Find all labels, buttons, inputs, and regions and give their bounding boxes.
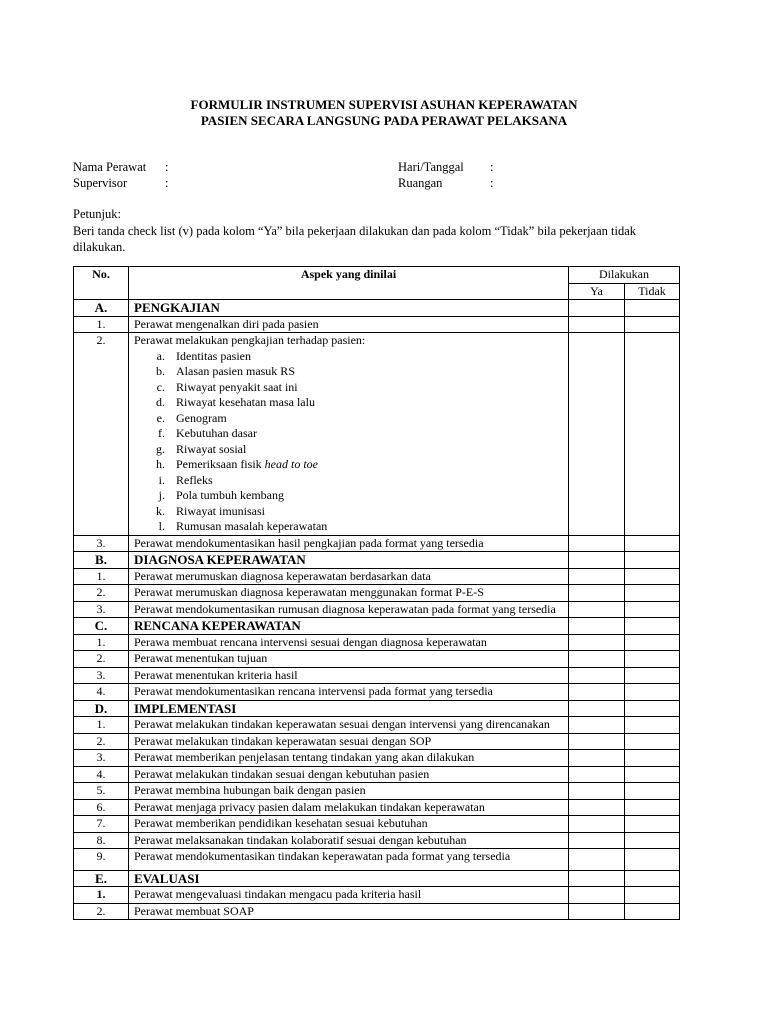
section-label: PENGKAJIAN xyxy=(129,300,569,317)
sub-item-label: Riwayat sosial xyxy=(176,441,247,456)
sub-item-letter: e. xyxy=(156,410,165,425)
check-cell-tidak[interactable] xyxy=(625,750,680,767)
item-no: 1. xyxy=(74,717,129,734)
form-title-line2: PASIEN SECARA LANGSUNG PADA PERAWAT PELAKSANA xyxy=(200,113,568,128)
header-tidak: Tidak xyxy=(625,283,680,300)
sub-item xyxy=(134,473,563,489)
sub-item xyxy=(134,488,563,504)
check-cell-ya[interactable] xyxy=(569,535,625,552)
check-cell-ya[interactable] xyxy=(569,601,625,618)
table-header-row xyxy=(74,267,680,284)
check-cell-tidak[interactable] xyxy=(625,816,680,833)
table-row xyxy=(74,832,680,849)
sub-item-text xyxy=(176,442,563,458)
sub-item-label: Genogram xyxy=(176,410,227,425)
table-row xyxy=(74,766,680,783)
item-text: Perawat mengevaluasi tindakan mengacu pada kriteria hasil xyxy=(129,887,569,904)
check-cell-tidak[interactable] xyxy=(625,870,680,887)
supervision-table xyxy=(73,266,680,920)
colon: : xyxy=(165,160,169,174)
table-row xyxy=(74,903,680,920)
item-text: Perawat memberikan penjelasan tentang tindakan yang akan dilakukan xyxy=(129,750,569,767)
item-text: Perawat melakukan tindakan sesuai dengan kebutuhan pasien xyxy=(129,766,569,783)
check-cell-ya[interactable] xyxy=(569,300,625,317)
sub-item-label: Riwayat penyakit saat ini xyxy=(176,379,298,394)
sub-item-label: Refleks xyxy=(176,472,213,487)
item-no: 2. xyxy=(74,651,129,668)
check-cell-ya[interactable] xyxy=(569,750,625,767)
item-text: Perawat menentukan kriteria hasil xyxy=(129,667,569,684)
sub-item-label: Identitas pasien xyxy=(176,348,251,363)
check-cell-tidak[interactable] xyxy=(625,535,680,552)
sub-item-letter: g. xyxy=(156,441,165,456)
sub-item-text xyxy=(176,380,563,396)
item-no: 2. xyxy=(74,585,129,602)
sub-item-text xyxy=(176,395,563,411)
table-row xyxy=(74,585,680,602)
section-no: D. xyxy=(74,700,129,717)
check-cell-ya[interactable] xyxy=(569,870,625,887)
table-row xyxy=(74,634,680,651)
table-row xyxy=(74,816,680,833)
section-row xyxy=(74,552,680,569)
item-text: Perawat melakukan tindakan keperawatan sesuai dengan intervensi yang direncanakan xyxy=(129,717,569,734)
sub-item-label: Pemeriksaan fisik xyxy=(176,457,265,471)
sub-item xyxy=(134,349,563,365)
check-cell-ya[interactable] xyxy=(569,903,625,920)
item-no: 5. xyxy=(74,783,129,800)
item-text: Perawat menjaga privacy pasien dalam melakukan tindakan keperawatan xyxy=(129,799,569,816)
section-no: A. xyxy=(74,300,129,317)
check-cell-tidak[interactable] xyxy=(625,733,680,750)
item-no: 3. xyxy=(74,667,129,684)
sub-item xyxy=(134,457,563,473)
table-row xyxy=(74,684,680,701)
sub-item-italic: head to toe xyxy=(264,457,318,471)
check-cell-tidak[interactable] xyxy=(625,667,680,684)
item-text: Perawat merumuskan diagnosa keperawatan menggunakan format P-E-S xyxy=(129,585,569,602)
item-text-with-sublist xyxy=(129,333,569,536)
item-text: Perawa membuat rencana intervensi sesuai dengan diagnosa keperawatan xyxy=(129,634,569,651)
sub-item-label: Alasan pasien masuk RS xyxy=(176,364,295,378)
table-row xyxy=(74,601,680,618)
form-title-line1: FORMULIR INSTRUMEN SUPERVISI ASUHAN KEPERAWATAN xyxy=(190,97,578,112)
sub-item xyxy=(134,411,563,427)
sub-item-text xyxy=(176,411,563,427)
header-dilakukan: Dilakukan xyxy=(569,267,680,284)
item-no: 8. xyxy=(74,832,129,849)
sub-item-text xyxy=(176,488,563,504)
section-label: RENCANA KEPERAWATAN xyxy=(129,618,569,635)
check-cell-tidak[interactable] xyxy=(625,832,680,849)
sub-item-label: Riwayat imunisasi xyxy=(176,503,265,518)
sub-item-letter: i. xyxy=(158,472,165,487)
table-row xyxy=(74,887,680,904)
item-text: Perawat melakukan pengkajian terhadap pasien: xyxy=(134,333,366,347)
header-ya: Ya xyxy=(569,283,625,300)
instructions-text: Beri tanda check list (v) pada kolom “Ya” bila pekerjaan dilakukan dan pada kolom “Tidak” bila pekerjaan tidak dilakukan. xyxy=(73,223,637,254)
item-no: 4. xyxy=(74,766,129,783)
check-cell-tidak[interactable] xyxy=(625,717,680,734)
sub-item xyxy=(134,504,563,520)
item-text: Perawat melaksanakan tindakan kolaboratif sesuai dengan kebutuhan xyxy=(129,832,569,849)
check-cell-ya[interactable] xyxy=(569,766,625,783)
section-row xyxy=(74,700,680,717)
section-row xyxy=(74,618,680,635)
table-row xyxy=(74,733,680,750)
item-no: 1. xyxy=(74,634,129,651)
form-title xyxy=(0,97,768,129)
item-no: 4. xyxy=(74,684,129,701)
table-row xyxy=(74,316,680,333)
check-cell-tidak[interactable] xyxy=(625,783,680,800)
check-cell-tidak[interactable] xyxy=(625,651,680,668)
sub-item-text xyxy=(176,364,563,380)
check-cell-tidak[interactable] xyxy=(625,601,680,618)
header-aspek: Aspek yang dinilai xyxy=(129,267,569,300)
table-row xyxy=(74,667,680,684)
item-no: 9. xyxy=(74,849,129,871)
item-no: 1. xyxy=(74,887,129,904)
sub-item-letter: d. xyxy=(156,395,165,409)
check-cell-ya[interactable] xyxy=(569,568,625,585)
section-label: IMPLEMENTASI xyxy=(129,700,569,717)
check-cell-tidak[interactable] xyxy=(625,316,680,333)
check-cell-tidak[interactable] xyxy=(625,333,680,536)
check-cell-tidak[interactable] xyxy=(625,700,680,717)
instructions xyxy=(73,206,688,256)
check-cell-ya[interactable] xyxy=(569,783,625,800)
check-cell-tidak[interactable] xyxy=(625,849,680,871)
table-row xyxy=(74,535,680,552)
label-ruangan: Ruangan xyxy=(398,176,443,190)
check-cell-tidak[interactable] xyxy=(625,887,680,904)
item-no: 7. xyxy=(74,816,129,833)
item-text: Perawat mengenalkan diri pada pasien xyxy=(129,316,569,333)
check-cell-ya[interactable] xyxy=(569,717,625,734)
section-no: B. xyxy=(74,552,129,569)
check-cell-ya[interactable] xyxy=(569,684,625,701)
check-cell-ya[interactable] xyxy=(569,733,625,750)
item-text: Perawat membuat SOAP xyxy=(129,903,569,920)
table-row xyxy=(74,849,680,871)
item-text: Perawat merumuskan diagnosa keperawatan berdasarkan data xyxy=(129,568,569,585)
table-row xyxy=(74,568,680,585)
sub-item-letter: l. xyxy=(158,519,165,533)
item-text: Perawat mendokumentasikan rumusan diagnosa keperawatan pada format yang tersedia xyxy=(129,601,569,618)
item-text: Perawat mendokumentasikan rencana intervensi pada format yang tersedia xyxy=(129,684,569,701)
check-cell-tidak[interactable] xyxy=(625,585,680,602)
sub-item-letter: a. xyxy=(156,348,165,363)
item-text: Perawat membina hubungan baik dengan pasien xyxy=(129,783,569,800)
sub-item-letter: j. xyxy=(158,488,165,502)
check-cell-ya[interactable] xyxy=(569,887,625,904)
sub-item-list xyxy=(134,349,563,535)
check-cell-ya[interactable] xyxy=(569,667,625,684)
label-supervisor: Supervisor xyxy=(73,176,128,190)
item-text: Perawat memberikan pendidikan kesehatan sesuai kebutuhan xyxy=(129,816,569,833)
sub-item-letter: f. xyxy=(158,426,165,440)
sub-item-label: Kebutuhan dasar xyxy=(176,426,257,440)
item-no: 1. xyxy=(74,316,129,333)
check-cell-tidak[interactable] xyxy=(625,684,680,701)
instructions-heading: Petunjuk: xyxy=(73,207,121,221)
sub-item-label: Rumusan masalah keperawatan xyxy=(176,519,328,533)
item-text: Perawat menentukan tujuan xyxy=(129,651,569,668)
colon: : xyxy=(165,176,169,190)
check-cell-tidak[interactable] xyxy=(625,634,680,651)
item-no: 3. xyxy=(74,750,129,767)
sub-item-text xyxy=(176,349,563,365)
check-cell-ya[interactable] xyxy=(569,333,625,536)
check-cell-tidak[interactable] xyxy=(625,300,680,317)
check-cell-ya[interactable] xyxy=(569,700,625,717)
check-cell-tidak[interactable] xyxy=(625,766,680,783)
check-cell-ya[interactable] xyxy=(569,849,625,871)
check-cell-ya[interactable] xyxy=(569,816,625,833)
table-row xyxy=(74,717,680,734)
check-cell-tidak[interactable] xyxy=(625,552,680,569)
item-no: 3. xyxy=(74,601,129,618)
table-row xyxy=(74,333,680,536)
sub-item-letter: c. xyxy=(156,379,165,394)
sub-item xyxy=(134,442,563,458)
sub-item-letter: k. xyxy=(156,503,165,518)
sub-item-text xyxy=(176,519,563,535)
section-no: C. xyxy=(74,618,129,635)
table-row xyxy=(74,651,680,668)
sub-item xyxy=(134,380,563,396)
item-text: Perawat mendokumentasikan hasil pengkajian pada format yang tersedia xyxy=(129,535,569,552)
check-cell-tidak[interactable] xyxy=(625,618,680,635)
header-no: No. xyxy=(74,267,129,300)
check-cell-ya[interactable] xyxy=(569,832,625,849)
sub-item-label: Riwayat kesehatan masa lalu xyxy=(176,395,315,409)
item-no: 1. xyxy=(74,568,129,585)
colon: : xyxy=(490,176,494,190)
section-label: DIAGNOSA KEPERAWATAN xyxy=(129,552,569,569)
table-row xyxy=(74,750,680,767)
sub-item-text xyxy=(176,426,563,442)
check-cell-ya[interactable] xyxy=(569,618,625,635)
check-cell-ya[interactable] xyxy=(569,651,625,668)
check-cell-tidak[interactable] xyxy=(625,903,680,920)
check-cell-ya[interactable] xyxy=(569,552,625,569)
sub-item xyxy=(134,395,563,411)
sub-item-text xyxy=(176,504,563,520)
section-no: E. xyxy=(74,870,129,887)
item-no: 3. xyxy=(74,535,129,552)
sub-item xyxy=(134,426,563,442)
item-no: 6. xyxy=(74,799,129,816)
sub-item-text xyxy=(176,457,563,473)
item-text: Perawat melakukan tindakan keperawatan sesuai dengan SOP xyxy=(129,733,569,750)
check-cell-ya[interactable] xyxy=(569,585,625,602)
sub-item-text xyxy=(176,473,563,489)
item-no: 2. xyxy=(74,333,129,536)
check-cell-tidak[interactable] xyxy=(625,568,680,585)
sub-item-letter: h. xyxy=(156,457,165,471)
item-no: 2. xyxy=(74,903,129,920)
check-cell-tidak[interactable] xyxy=(625,799,680,816)
table-row xyxy=(74,783,680,800)
check-cell-ya[interactable] xyxy=(569,799,625,816)
sub-item-letter: b. xyxy=(156,364,165,378)
item-text-cell xyxy=(129,849,569,871)
table-row xyxy=(74,799,680,816)
sub-item-label: Pola tumbuh kembang xyxy=(176,488,284,502)
label-hari-tanggal: Hari/Tanggal xyxy=(398,160,464,174)
check-cell-ya[interactable] xyxy=(569,634,625,651)
sub-item xyxy=(134,519,563,535)
section-row xyxy=(74,870,680,887)
section-label: EVALUASI xyxy=(129,870,569,887)
label-nama-perawat: Nama Perawat xyxy=(73,160,147,174)
colon: : xyxy=(490,160,494,174)
section-row xyxy=(74,300,680,317)
sub-item xyxy=(134,364,563,380)
item-no: 2. xyxy=(74,733,129,750)
check-cell-ya[interactable] xyxy=(569,316,625,333)
item-text: Perawat mendokumentasikan tindakan keperawatan pada format yang tersedia xyxy=(134,849,511,863)
